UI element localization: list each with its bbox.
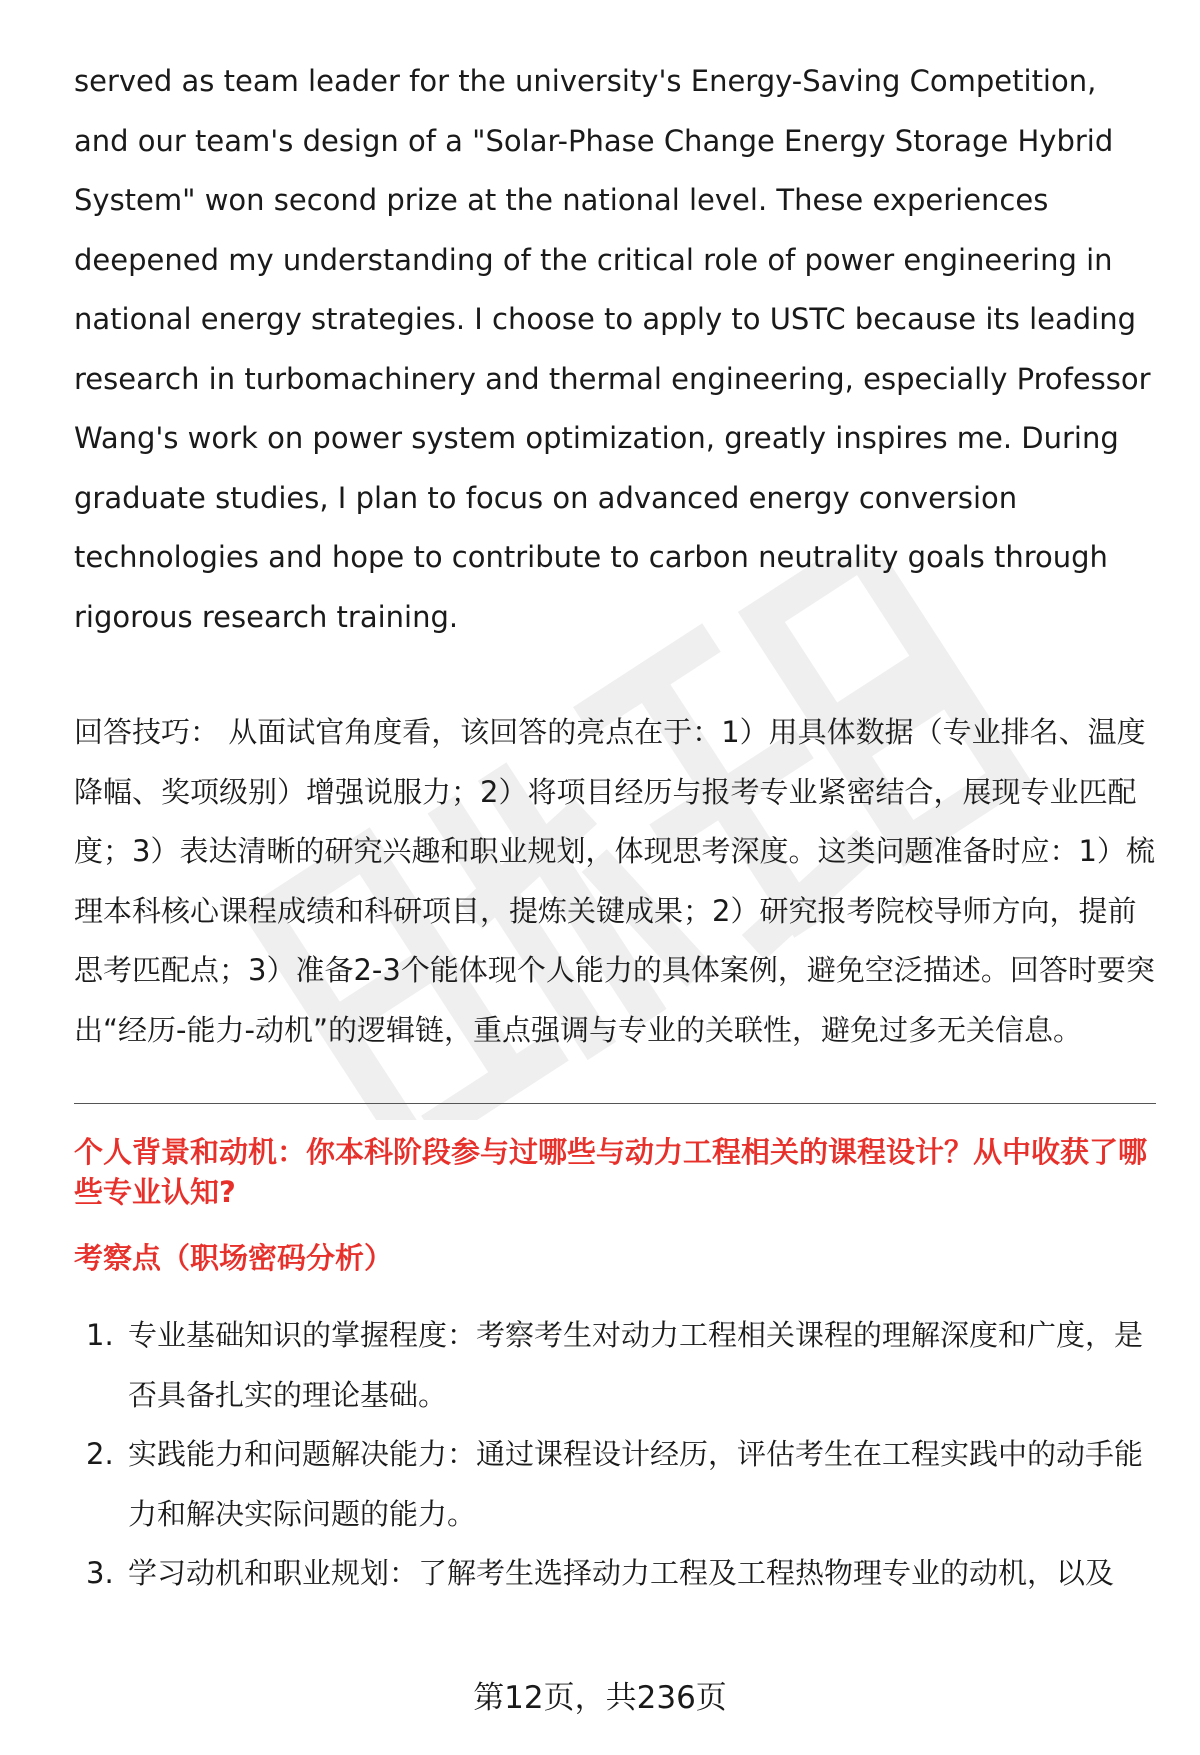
list-item-number: 2. <box>86 1437 114 1471</box>
list-item-number: 1. <box>86 1318 114 1352</box>
document-page <box>74 52 1156 1604</box>
list-item <box>74 1306 1156 1425</box>
section-heading: 考察点（职场密码分析） <box>74 1241 394 1275</box>
question-title: 个人背景和动机：你本科阶段参与过哪些与动力工程相关的课程设计？从中收获了哪些专业认知? <box>74 1135 1148 1209</box>
assessment-point-list <box>74 1306 1156 1604</box>
section-divider <box>74 1103 1156 1104</box>
page-number-footer: 第12页，共236页 <box>473 1680 727 1716</box>
list-item-number: 3. <box>86 1556 114 1590</box>
answer-tips-paragraph: 回答技巧： 从面试官角度看，该回答的亮点在于：1）用具体数据（专业排名、温度降幅、奖项级别）增强说服力；2）将项目经历与报考专业紧密结合，展现专业匹配度；3）表达清晰的研究兴趣和职业规划，体现思考深度。这类问题准备时应：1）梳理本科核心课程成绩和科研项目，提炼关键成果；2）研究报考院校导师方向，提前思考匹配点；3）准备2-3个能体现个人能力的具体案例，避免空泛描述。回答时要突出“经历-能力-动机”的逻辑链，重点强调与专业的关联性，避免过多无关信息。 <box>74 715 1155 1047</box>
list-item-text: 实践能力和问题解决能力：通过课程设计经历，评估考生在工程实践中的动手能力和解决实际问题的能力。 <box>128 1437 1144 1531</box>
list-item-text: 专业基础知识的掌握程度：考察考生对动力工程相关课程的理解深度和广度，是否具备扎实的理论基础。 <box>128 1318 1144 1412</box>
list-item-text: 学习动机和职业规划：了解考生选择动力工程及工程热物理专业的动机，以及 <box>128 1556 1115 1590</box>
english-answer-paragraph: served as team leader for the university's Energy-Saving Competition, and our team's design of a "Solar-Phase Change Energy Storage Hybrid System" won second prize at the national level. These experiences deepened my understanding of the critical role of power engineering in national energy strategies. I choose to apply to USTC because its leading research in turbomachinery and thermal engineering, especially Professor Wang's work on power system optimization, greatly inspires me. During graduate studies, I plan to focus on advanced energy conversion technologies and hope to contribute to carbon neutrality goals through rigorous research training. <box>74 64 1151 634</box>
list-item <box>74 1544 1156 1604</box>
list-item <box>74 1425 1156 1544</box>
